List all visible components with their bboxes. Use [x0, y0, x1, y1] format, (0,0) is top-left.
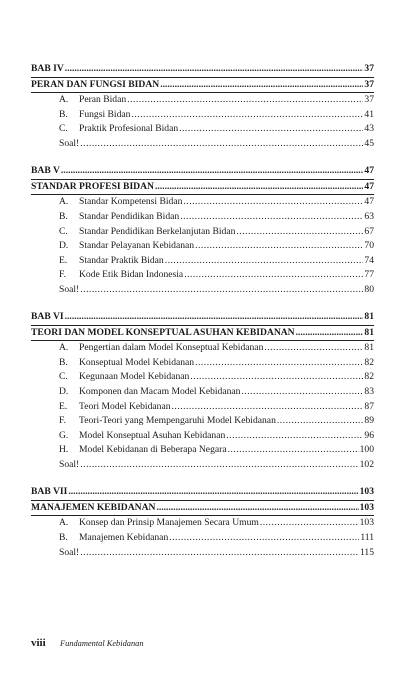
exercise-entry-text: Soal!	[59, 137, 80, 149]
section-gap	[31, 298, 374, 311]
toc-entry-text	[59, 239, 194, 254]
dot-leader	[80, 283, 363, 298]
chapter-title-line-text: MANAJEMEN KEBIDANAN	[31, 501, 156, 513]
page-ref: 82	[364, 371, 374, 383]
item-letter: H.	[59, 444, 69, 456]
section-gap	[31, 152, 374, 165]
toc-entry	[31, 414, 374, 429]
item-letter: A.	[59, 517, 69, 529]
toc-entry	[31, 108, 374, 123]
chapter-title-line	[31, 180, 374, 195]
toc-entry-text	[59, 516, 259, 531]
item-letter: B.	[59, 532, 68, 543]
page-ref: 67	[364, 225, 374, 237]
exercise-entry	[31, 283, 374, 298]
toc-entry	[31, 225, 374, 240]
item-title: Standar Pendidikan Bidan	[79, 210, 180, 222]
exercise-entry-text: Soal!	[59, 459, 80, 471]
page-ref: 96	[364, 429, 374, 441]
toc-entry-text	[59, 108, 130, 123]
chapter-title-line	[31, 501, 374, 516]
page-ref: 81	[364, 326, 374, 338]
dot-leader	[296, 326, 364, 341]
item-letter: A.	[59, 196, 69, 208]
toc-entry-text	[59, 254, 164, 269]
item-title: Konseptual Model Kebidanan	[79, 356, 195, 368]
toc-entry-text	[59, 268, 183, 283]
dot-leader	[226, 429, 363, 444]
dot-leader	[160, 78, 363, 93]
page-ref: 43	[364, 123, 374, 135]
page-ref: 37	[364, 94, 374, 106]
dot-leader	[65, 62, 364, 77]
page-ref: 63	[364, 210, 374, 222]
page-ref: 81	[364, 311, 374, 323]
toc-entry-text	[59, 93, 126, 108]
dot-leader	[169, 531, 359, 546]
exercise-entry	[31, 137, 374, 152]
toc-entry	[31, 531, 374, 546]
toc-entry-text	[59, 531, 168, 546]
item-letter: E.	[59, 400, 68, 412]
dot-leader	[241, 385, 363, 400]
section-gap	[31, 473, 374, 486]
toc-entry	[31, 429, 374, 444]
item-title: Standar Kompetensi Bidan	[79, 196, 183, 208]
page-ref: 37	[364, 78, 374, 90]
item-title: Standar Praktik Bidan	[79, 254, 164, 266]
toc-section	[31, 164, 374, 297]
running-book-title: Fundamental Kebidanan	[60, 639, 144, 648]
item-title: Komponen dan Macam Model Kebidanan	[79, 386, 241, 398]
item-title: Fungsi Bidan	[79, 108, 131, 120]
dot-leader	[127, 93, 363, 108]
toc-entry-text	[59, 195, 182, 210]
dot-leader	[264, 341, 363, 356]
item-letter: A.	[59, 342, 69, 354]
chapter-title-line	[31, 326, 374, 341]
item-letter: B.	[59, 356, 68, 368]
page-ref: 47	[364, 165, 374, 177]
chapter-number-line-text: BAB V	[31, 165, 60, 177]
page-ref: 37	[364, 63, 374, 74]
chapter-title-line-text: TEORI DAN MODEL KONSEPTUAL ASUHAN KEBIDANAN	[31, 326, 295, 338]
page-ref: 45	[364, 137, 374, 149]
toc-entry-text	[59, 225, 235, 240]
toc-entry-text	[59, 356, 194, 371]
dot-leader	[180, 210, 363, 225]
dot-leader	[183, 195, 363, 210]
toc-entry-text	[59, 370, 189, 385]
dot-leader	[65, 310, 364, 325]
toc-section	[31, 485, 374, 560]
page-ref: 100	[359, 444, 374, 456]
toc-entry-text	[59, 443, 227, 458]
item-letter: D.	[59, 240, 69, 252]
toc-entry	[31, 195, 374, 210]
toc-entry	[31, 210, 374, 225]
dot-leader	[184, 268, 363, 283]
item-title: Standar Pelayanan Kebidanan	[79, 240, 195, 252]
dot-leader	[277, 414, 364, 429]
dot-leader	[155, 180, 363, 195]
toc-entry	[31, 516, 374, 531]
toc-entry-text	[59, 414, 276, 429]
dot-leader	[68, 485, 358, 500]
page-ref: 103	[359, 501, 374, 513]
chapter-number-line	[31, 164, 374, 179]
item-letter: E.	[59, 254, 68, 266]
page-ref: 103	[359, 517, 374, 529]
dot-leader	[236, 225, 363, 240]
item-letter: B.	[59, 210, 68, 222]
item-letter: F.	[59, 415, 66, 427]
toc-entry	[31, 239, 374, 254]
chapter-number-line	[31, 62, 374, 77]
dot-leader	[195, 356, 363, 371]
dot-leader	[80, 546, 359, 561]
toc-entry	[31, 122, 374, 137]
chapter-number-line-text: BAB VII	[31, 486, 68, 498]
item-letter: D.	[59, 386, 69, 398]
item-title: Peran Bidan	[79, 94, 127, 106]
dot-leader	[80, 458, 358, 473]
page-ref: 89	[364, 415, 374, 427]
toc-entry	[31, 370, 374, 385]
dot-leader	[228, 443, 359, 458]
item-title: Kegunaan Model Kebidanan	[79, 371, 190, 383]
chapter-number-line	[31, 485, 374, 500]
page-ref: 102	[359, 459, 374, 471]
page-ref: 103	[359, 486, 374, 498]
toc-entry	[31, 93, 374, 108]
dot-leader	[165, 254, 364, 269]
item-letter: C.	[59, 371, 68, 383]
page-ref: 82	[364, 356, 374, 368]
toc-entry	[31, 341, 374, 356]
page-ref: 70	[364, 240, 374, 252]
item-title: Standar Pendidikan Berkelanjutan Bidan	[79, 225, 236, 237]
page-ref: 80	[364, 283, 374, 295]
dot-leader	[179, 122, 363, 137]
toc-entry	[31, 356, 374, 371]
item-title: Manajemen Kebidanan	[79, 532, 169, 543]
toc-entry	[31, 254, 374, 269]
toc-entry-text	[59, 385, 240, 400]
page-number: viii	[31, 637, 46, 649]
exercise-entry	[31, 458, 374, 473]
item-title: Praktik Profesional Bidan	[79, 123, 179, 135]
page-ref: 47	[364, 196, 374, 208]
table-of-contents	[31, 62, 374, 560]
toc-entry	[31, 443, 374, 458]
page-ref: 77	[364, 269, 374, 281]
page-ref: 111	[360, 532, 374, 543]
dot-leader	[195, 239, 363, 254]
chapter-number-line-text: BAB IV	[31, 63, 64, 74]
page-ref: 47	[364, 180, 374, 192]
chapter-title-line-text: STANDAR PROFESI BIDAN	[31, 180, 154, 192]
chapter-title-line-text: PERAN DAN FUNGSI BIDAN	[31, 78, 160, 90]
item-title: Konsep dan Prinsip Manajemen Secara Umum	[79, 517, 259, 529]
dot-leader	[80, 137, 363, 152]
item-letter: C.	[59, 225, 68, 237]
item-letter: G.	[59, 429, 69, 441]
item-title: Model Konseptual Asuhan Kebidanan	[79, 429, 226, 441]
toc-entry-text	[59, 341, 263, 356]
page-ref: 74	[364, 254, 374, 266]
toc-entry-text	[59, 429, 225, 444]
toc-entry	[31, 385, 374, 400]
dot-leader	[260, 516, 359, 531]
page-ref: 41	[364, 108, 374, 120]
item-title: Teori-Teori yang Mempengaruhi Model Kebidanan	[79, 415, 276, 427]
dot-leader	[190, 370, 363, 385]
item-letter: C.	[59, 123, 68, 135]
page-ref: 87	[364, 400, 374, 412]
item-letter: A.	[59, 94, 69, 106]
dot-leader	[172, 400, 364, 415]
dot-leader	[61, 164, 364, 179]
toc-entry	[31, 400, 374, 415]
page-footer	[31, 637, 144, 649]
toc-entry-text	[59, 400, 171, 415]
toc-section	[31, 62, 374, 152]
page-ref: 81	[364, 342, 374, 354]
chapter-number-line	[31, 310, 374, 325]
chapter-number-line-text: BAB VI	[31, 311, 64, 323]
toc-entry-text	[59, 122, 178, 137]
item-title: Model Kebidanan di Beberapa Negara	[79, 444, 227, 456]
page-ref: 83	[364, 386, 374, 398]
item-title: Pengertian dalam Model Konseptual Kebidanan	[79, 342, 264, 354]
item-letter: F.	[59, 269, 66, 281]
toc-entry	[31, 268, 374, 283]
exercise-entry-text: Soal!	[59, 283, 80, 295]
chapter-title-line	[31, 78, 374, 93]
item-letter: B.	[59, 108, 68, 120]
toc-entry-text	[59, 210, 179, 225]
toc-section	[31, 310, 374, 473]
exercise-entry-text: Soal!	[59, 546, 80, 558]
dot-leader	[156, 501, 358, 516]
item-title: Teori Model Kebidanan	[79, 400, 171, 412]
page-ref: 115	[359, 546, 374, 558]
exercise-entry	[31, 546, 374, 561]
item-title: Kode Etik Bidan Indonesia	[79, 269, 184, 281]
dot-leader	[131, 108, 363, 123]
